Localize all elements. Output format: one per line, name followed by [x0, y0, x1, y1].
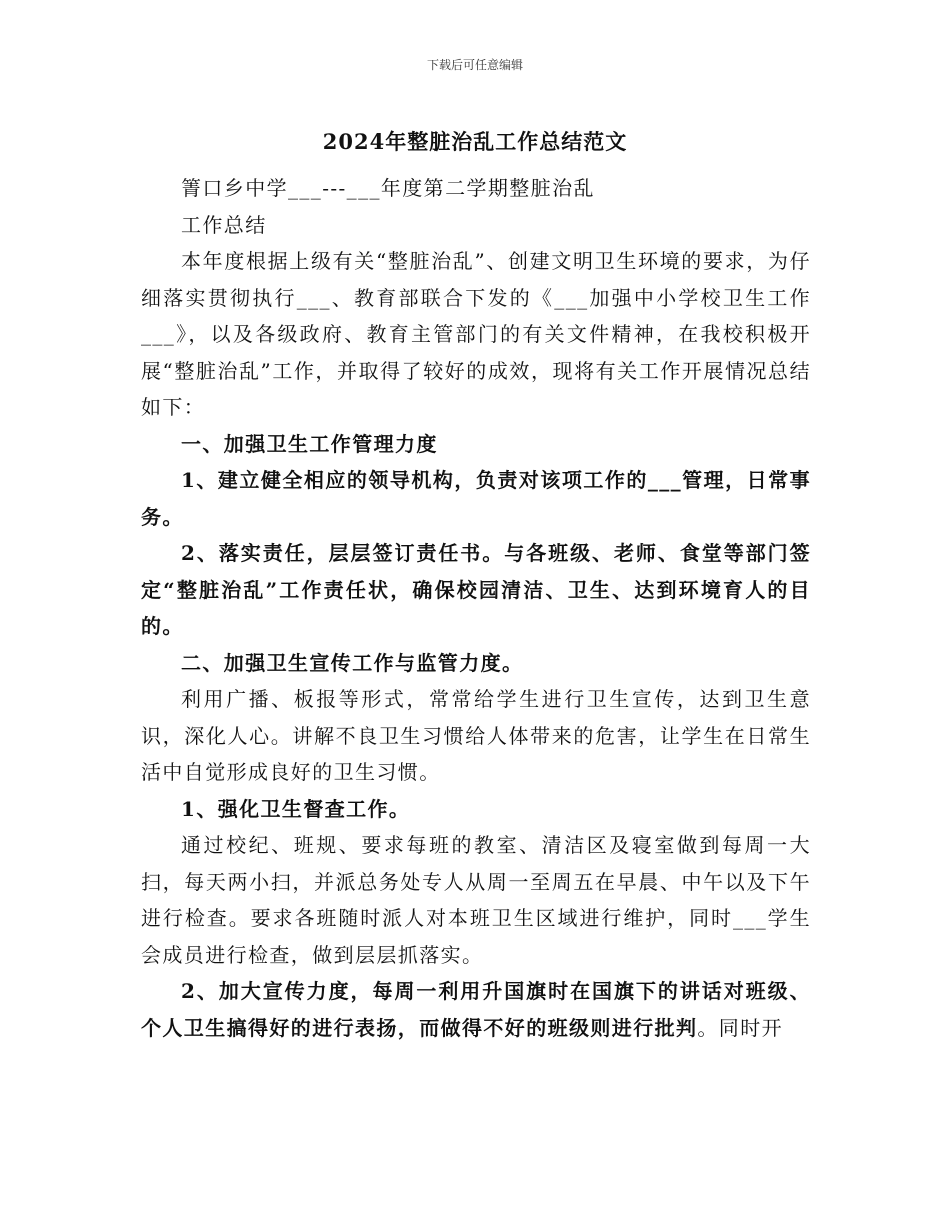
section-heading-1: 一、加强卫生工作管理力度: [181, 431, 438, 456]
paragraph-inspection: 通过校纪、班规、要求每班的教室、清洁区及寝室做到每周一大扫，每天两小扫，并派总务处专人从周一至周五在早晨、中午以及下午进行检查。要求各班随时派人对本班卫生区域进行维护，同时___学生会成员进行检查，做到层层抓落实。: [141, 833, 811, 967]
paragraph-school-line: 箐口乡中学___---___年度第二学期整脏治乱: [181, 176, 595, 200]
paragraph-summary-label: 工作总结: [181, 212, 267, 237]
header-note: 下载后可任意编辑: [426, 58, 523, 72]
item-1-inspection: 1、强化卫生督查工作。: [181, 796, 411, 821]
document-title: 2024年整脏治乱工作总结范文: [322, 129, 628, 154]
item-2-publicity-tail: 。同时开: [697, 1015, 784, 1040]
paragraph-propaganda: 利用广播、板报等形式，常常给学生进行卫生宣传，达到卫生意识，深化人心。讲解不良卫生习惯给人体带来的危害，让学生在日常生活中自觉形成良好的卫生习惯。: [141, 687, 811, 784]
item-2-publicity-bold: 2、加大宣传力度，每周一利用升国旗时在国旗下的讲话对班级、个人卫生搞得好的进行表扬，而做得不好的班级则进行批判: [141, 979, 811, 1040]
section-heading-2: 二、加强卫生宣传工作与监管力度。: [181, 650, 524, 675]
item-1-leadership: 1、建立健全相应的领导机构，负责对该项工作的___管理，日常事务。: [141, 468, 811, 529]
paragraph-intro: 本年度根据上级有关“整脏治乱”、创建文明卫生环境的要求，为仔细落实贯彻执行___、教育部联合下发的《___加强中小学校卫生工作___》，以及各级政府、教育主管部门的有关文件精神，在我校积极开展“整脏治乱”工作，并取得了较好的成效，现将有关工作开展情况总结如下：: [141, 249, 811, 419]
item-2-responsibility: 2、落实责任，层层签订责任书。与各班级、老师、食堂等部门签定“整脏治乱”工作责任状，确保校园清洁、卫生、达到环境育人的目的。: [141, 541, 811, 638]
document-body: [141, 170, 811, 1046]
item-2-publicity: [141, 973, 811, 1046]
